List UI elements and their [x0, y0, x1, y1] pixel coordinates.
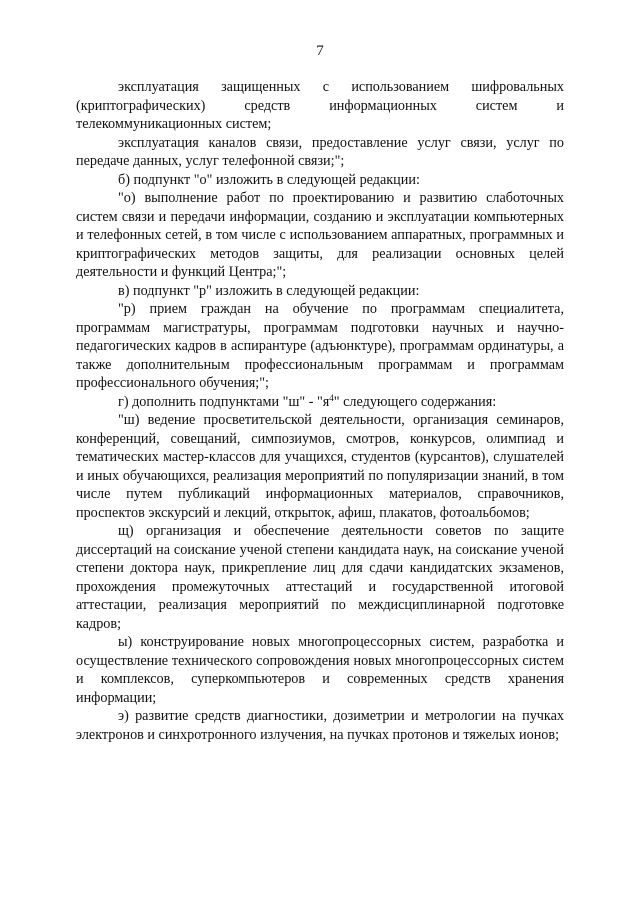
paragraph-item-1: эксплуатация защищенных с использованием шифровальных (криптографических) средств информационных систем и телекоммуникационных систем; [76, 79, 564, 132]
paragraph-item-g [76, 393, 564, 412]
paragraph-item-b: б) подпункт "о" изложить в следующей редакции: [118, 171, 420, 188]
paragraph-item-r: "р) прием граждан на обучение по программам специалитета, программам магистратуры, программам подготовки научных и научно-педагогических кадров в аспирантуре (адъюнктуре), программам ординатуры, а также дополнительным профессиональным программам и программам профессионального обучения;"; [76, 301, 564, 391]
paragraph-item-e: э) развитие средств диагностики, дозиметрии и метрологии на пучках электронов и синхротронного излучения, на пучках протонов и тяжелых ионов; [76, 708, 564, 743]
paragraph-item-sh: "ш) ведение просветительской деятельности, организация семинаров, конференций, совещаний, симпозиумов, смотров, конкурсов, олимпиад и тематических мастер-классов для учащихся, студентов (курсантов), слушателей и иных обучающихся, реализация мероприятий по популяризации знаний, в том числе путем публикаций информационных материалов, справочников, проспектов экскурсий и лекций, открыток, афиш, плакатов, фотоальбомов; [76, 412, 564, 521]
paragraph-item-y: ы) конструирование новых многопроцессорных систем, разработка и осуществление технического сопровождения новых многопроцессорных систем и комплексов, суперкомпьютеров и современных средств хранения информации; [76, 634, 564, 706]
paragraph-item-v: в) подпункт "р" изложить в следующей редакции: [118, 282, 420, 299]
page-number: 7 [316, 43, 324, 59]
footnote-ref: 4 [329, 392, 334, 403]
paragraph-g-text: г) дополнить подпунктами "ш" - "я [118, 393, 330, 410]
paragraph-item-o: "о) выполнение работ по проектированию и развитию слаботочных систем связи и передачи информации, созданию и эксплуатации компьютерных и телефонных сетей, в том числе с использованием аппаратных, программных и криптографических методов защиты, для реализации основных целей деятельности и функций Центра;"; [76, 190, 564, 280]
document-body [76, 78, 564, 744]
paragraph-item-shch: щ) организация и обеспечение деятельности советов по защите диссертаций на соискание ученой степени кандидата наук, на соискание ученой степени доктора наук, прикрепление лиц для сдачи кандидатских экзаменов, прохождения промежуточных аттестаций и государственной итоговой аттестации, реализация мероприятий по междисциплинарной подготовке кадров; [76, 523, 564, 632]
paragraph-item-2: эксплуатация каналов связи, предоставление услуг связи, услуг по передаче данных, услуг телефонной связи;"; [76, 134, 564, 169]
paragraph-g-text-end: " следующего содержания: [333, 393, 497, 410]
